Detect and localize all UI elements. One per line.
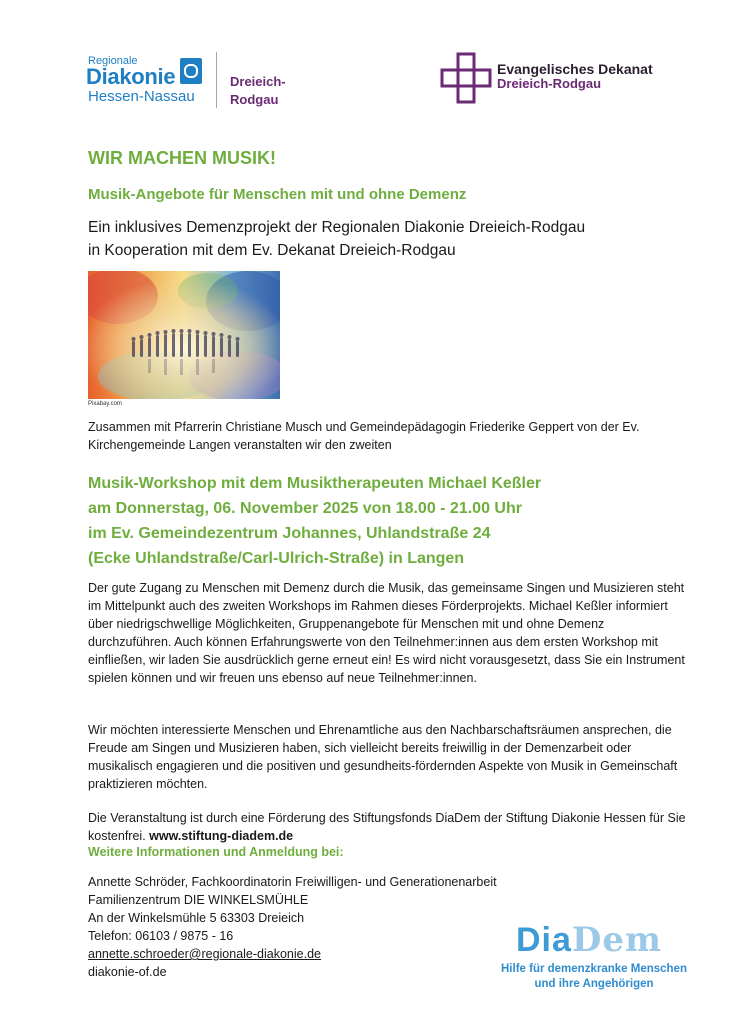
intro-line-2: in Kooperation mit dem Ev. Dekanat Dreieich-Rodgau — [88, 242, 456, 259]
more-info-heading: Weitere Informationen und Anmeldung bei: — [88, 845, 344, 859]
contact-website-link[interactable]: diakonie-of.de — [88, 965, 167, 979]
contact-phone: Telefon: 06103 / 9875 - 16 — [88, 929, 234, 943]
paragraph-organizers: Zusammen mit Pfarrerin Christiane Musch und Gemeindepädagogin Friederike Geppert von der Ev. Kirchengemeinde Langen veranstalten wir den zweiten — [88, 420, 640, 452]
watercolor-crowd-image — [88, 271, 280, 399]
contact-address: An der Winkelsmühle 5 63303 Dreieich — [88, 911, 305, 925]
diakonie-logo-region: Hessen-Nassau — [88, 88, 195, 105]
diakonie-logo-icon — [180, 58, 202, 84]
page-title: WIR MACHEN MUSIK! — [88, 148, 276, 168]
funding-website-link[interactable]: www.stiftung-diadem.de — [149, 829, 294, 843]
event-title: Musik-Workshop mit dem Musiktherapeuten Michael Keßler — [88, 475, 542, 492]
diadem-logo — [516, 920, 662, 960]
dekanat-region: Dreieich-Rodgau — [497, 76, 602, 91]
diadem-logo-dem: Dem — [571, 920, 663, 960]
paragraph-workshop: Der gute Zugang zu Menschen mit Demenz durch die Musik, das gemeinsame Singen und Musizieren steht im Mittelpunkt auch des zweiten Workshops im Rahmen dieses Förderprojekts. Michael Keßler informiert über niedrigschwellige Möglichkeiten, Gruppenangebote für Menschen mit und ohne Demenz durchzuführen. Auch können Erfahrungswerte von den Teilnehmer:innen aus dem ersten Workshop mit einfließen, wir laden Sie ausdrücklich gerne erneut ein! Es wird nicht vorausgesetzt, dass Sie ein Instrument spielen können und wir freuen uns ebenso auf neue Teilnehmer:innen. — [88, 581, 685, 685]
event-venue: im Ev. Gemeindezentrum Johannes, Uhlandstraße 24 — [88, 525, 491, 542]
event-date: am Donnerstag, 06. November 2025 von 18.00 - 21.00 Uhr — [88, 500, 522, 517]
contact-block — [88, 873, 508, 981]
dekanat-name: Evangelisches Dekanat — [497, 61, 653, 77]
event-details — [88, 471, 708, 571]
intro-line-1: Ein inklusives Demenzprojekt der Regionalen Diakonie Dreieich-Rodgau — [88, 219, 586, 236]
dekanat-cross-icon — [440, 52, 492, 104]
funding-text: Die Veranstaltung ist durch eine Förderung des Stiftungsfonds DiaDem der Stiftung Diakonie Hessen für Sie kostenfrei. — [88, 811, 686, 843]
diadem-tagline — [484, 962, 704, 992]
contact-organization: Familienzentrum DIE WINKELSMÜHLE — [88, 893, 309, 907]
paragraph-funding — [88, 809, 688, 845]
paragraph-audience: Wir möchten interessierte Menschen und Ehrenamtliche aus den Nachbarschaftsräumen ansprechen, die Freude am Singen und Musizieren haben, sich vielleicht bereits freiwillig in der Demenzarbeit oder musikalisch engagieren und die positiven und gesundheits-fördernden Aspekte von Musik in Gemeinschaft praktizieren möchten. — [88, 723, 678, 791]
contact-email-link[interactable]: annette.schroeder@regionale-diakonie.de — [88, 947, 321, 961]
intro-text — [88, 216, 668, 262]
image-credit: Pixabay.com — [88, 401, 122, 407]
diadem-tagline-1: Hilfe für demenzkranke Menschen — [501, 963, 687, 975]
diakonie-logo-local: Dreieich-Rodgau — [230, 74, 286, 107]
diakonie-logo-name: Diakonie — [86, 64, 176, 89]
diakonie-logo-regionale: Regionale — [88, 55, 138, 67]
page-subtitle: Musik-Angebote für Menschen mit und ohne Demenz — [88, 186, 467, 203]
contact-name: Annette Schröder, Fachkoordinatorin Freiwilligen- und Generationenarbeit — [88, 875, 497, 889]
diadem-tagline-2: und ihre Angehörigen — [534, 978, 654, 990]
diadem-logo-dia: Dia — [516, 921, 572, 959]
event-venue-corner: (Ecke Uhlandstraße/Carl-Ulrich-Straße) in Langen — [88, 550, 465, 567]
logo-divider — [216, 52, 217, 108]
